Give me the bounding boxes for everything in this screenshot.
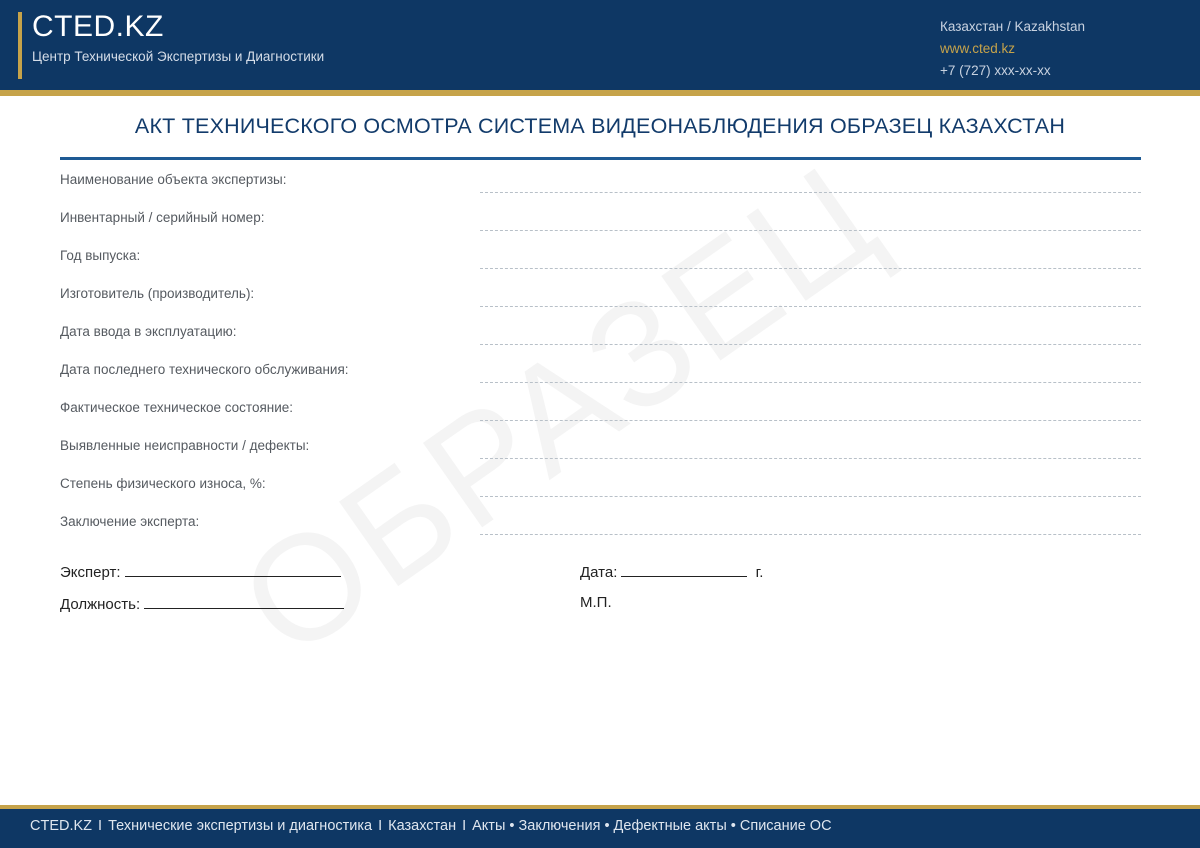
date-signature	[580, 562, 763, 581]
field-label: Дата последнего технического обслуживания:	[60, 362, 349, 377]
expert-signature	[60, 562, 341, 581]
field-fill-line	[480, 306, 1141, 307]
date-label: Дата:	[580, 564, 618, 581]
footer-country: Казахстан	[388, 818, 457, 834]
field-fill-line	[480, 192, 1141, 193]
form-field-last-service-date	[60, 362, 1141, 400]
field-fill-line	[480, 382, 1141, 383]
form-field-conclusion	[60, 514, 1141, 552]
position-label: Должность:	[60, 596, 141, 613]
expert-signature-line	[125, 562, 341, 577]
footer-text	[30, 818, 832, 834]
field-label: Изготовитель (производитель):	[60, 286, 255, 301]
field-fill-line	[480, 230, 1141, 231]
form-field-object-name	[60, 172, 1141, 210]
field-fill-line	[480, 458, 1141, 459]
footer-separator: I	[98, 818, 103, 834]
header-country: Казахстан / Kazakhstan	[940, 19, 1086, 34]
field-label: Инвентарный / серийный номер:	[60, 210, 265, 225]
form-field-condition	[60, 400, 1141, 438]
form-field-wear-percent	[60, 476, 1141, 514]
stamp-place: М.П.	[580, 594, 612, 611]
field-fill-line	[480, 344, 1141, 345]
form-field-manufacturer	[60, 286, 1141, 324]
field-fill-line	[480, 496, 1141, 497]
footer-brand: CTED.KZ	[30, 818, 93, 834]
field-fill-line	[480, 268, 1141, 269]
field-label: Фактическое техническое состояние:	[60, 400, 294, 415]
header-website-link[interactable]: www.cted.kz	[940, 41, 1016, 56]
footer-separator: I	[462, 818, 467, 834]
footer-separator: I	[378, 818, 383, 834]
year-suffix: г.	[755, 564, 764, 581]
field-fill-line	[480, 420, 1141, 421]
field-label: Наименование объекта экспертизы:	[60, 172, 287, 187]
position-signature	[60, 594, 344, 613]
date-signature-line	[621, 562, 747, 577]
field-label: Выявленные неисправности / дефекты:	[60, 438, 310, 453]
title-divider	[60, 157, 1141, 160]
field-label: Дата ввода в эксплуатацию:	[60, 324, 237, 339]
field-label: Степень физического износа, %:	[60, 476, 266, 491]
brand-subtitle: Центр Технической Экспертизы и Диагностики	[32, 49, 325, 64]
expert-label: Эксперт:	[60, 564, 121, 581]
header-contacts	[940, 16, 1085, 82]
footer-services: Технические экспертизы и диагностика	[108, 818, 373, 834]
page-footer	[0, 809, 1200, 848]
field-label: Заключение эксперта:	[60, 514, 200, 529]
brand-accent-bar	[18, 12, 22, 79]
position-signature-line	[144, 594, 344, 609]
page-header	[0, 0, 1200, 90]
field-label: Год выпуска:	[60, 248, 141, 263]
header-gold-divider	[0, 90, 1200, 96]
field-fill-line	[480, 534, 1141, 535]
brand-name: CTED.KZ	[32, 10, 164, 43]
form-field-defects	[60, 438, 1141, 476]
form-field-commission-date	[60, 324, 1141, 362]
form-field-year	[60, 248, 1141, 286]
footer-documents: Акты • Заключения • Дефектные акты • Списание ОС	[472, 818, 832, 834]
document-title: АКТ ТЕХНИЧЕСКОГО ОСМОТРА СИСТЕМА ВИДЕОНАБЛЮДЕНИЯ ОБРАЗЕЦ КАЗАХСТАН	[134, 114, 1066, 138]
header-phone: +7 (727) xxx-xx-xx	[940, 63, 1051, 78]
form-field-serial-number	[60, 210, 1141, 248]
